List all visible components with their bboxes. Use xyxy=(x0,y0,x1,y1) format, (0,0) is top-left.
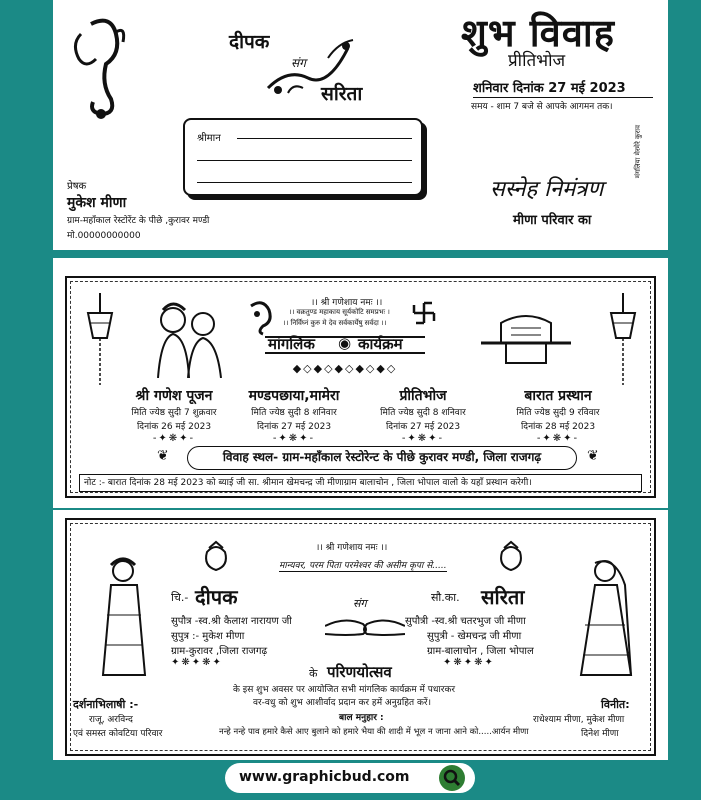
bride-prefix: सौ.का. xyxy=(431,591,460,604)
kalash-right-icon xyxy=(496,540,526,572)
ornament-row: ✦❋✦❋✦ xyxy=(443,657,495,668)
ganesh-mantra: ।। श्री गणेशाय नमः ।। xyxy=(316,543,388,553)
event-mandap xyxy=(229,386,359,444)
mangalik-panel xyxy=(53,258,668,508)
event-ornament: -✦❋✦- xyxy=(536,433,580,444)
vinit-label: विनीत: xyxy=(601,698,630,711)
bride-name: सरिता xyxy=(481,585,525,609)
sender-label: प्रेषक xyxy=(67,181,87,192)
vinit-names: दिनेश मीणा xyxy=(581,729,619,739)
event-title: श्री गणेश पूजन xyxy=(135,388,213,404)
ke-label: के xyxy=(309,667,318,680)
note-line: नोट :- बारात दिनांक 28 मई 2023 को ब्याई जी सा. श्रीमान खेमचन्द्र जी मीणाग्राम बालाचोन , जिला भोपाल वालो के यहाँ प्रस्थान करेगी। xyxy=(79,474,642,492)
groom-name-top: दीपक xyxy=(229,31,270,53)
event-date-tithi: मिति ज्येष्ठ सुदी 8 शनिवार xyxy=(251,408,337,418)
bride-figure-illustration xyxy=(575,555,637,685)
event-date: दिनांक 26 मई 2023 xyxy=(136,422,212,432)
shloka-line: ।। वक्रतुण्ड महाकाय सूर्यकोटि समप्रभः । xyxy=(289,308,390,316)
lantern-left-icon xyxy=(83,293,117,388)
invite-body-line: के इस शुभ अवसर पर आयोजित सभी मांगलिक कार्यक्रम में पधारकर xyxy=(233,685,456,695)
darshan-family: एवं समस्त कोवटिया परिवार xyxy=(73,729,163,739)
invitation-panel xyxy=(53,510,668,760)
paisley-right-icon: ❦ xyxy=(587,448,599,464)
bal-manuhar-text: नन्हे नन्हे पाव हमारे कैसे आए बुलाने को हमारे भैया की शादी में भूल न जाना आने को.....आर्यन मीणा xyxy=(219,727,529,737)
address-line xyxy=(237,138,412,139)
ganesh-small-icon xyxy=(243,298,277,336)
groom-village: ग्राम-कुरावर ,जिला राजगढ़ xyxy=(171,646,268,657)
bride-grandparent: सुपौत्री -स्व.श्री चतरभुज जी मीणा xyxy=(405,616,526,627)
darshan-label: दर्शनाभिलाषी :- xyxy=(73,698,139,711)
event-barat xyxy=(493,386,623,444)
title-shubh-vivah: शुभ विवाह xyxy=(461,11,615,55)
shloka-line: ।। निर्विघ्नं कुरु मे देव सर्वकार्येषु सर्वदा ।। xyxy=(283,319,387,327)
heading-karyakram: कार्यक्रम xyxy=(358,335,403,353)
search-icon xyxy=(439,765,465,791)
sender-mobile: मो.00000000000 xyxy=(67,231,141,241)
event-date-tithi: मिति ज्येष्ठ सुदी 9 रविवार xyxy=(516,408,600,418)
sender-name: मुकेश मीणा xyxy=(67,195,127,211)
address-prefix: श्रीमान xyxy=(197,133,221,144)
website-url[interactable]: www.graphicbud.com xyxy=(239,769,410,785)
ornament-row: ✦❋✦❋✦ xyxy=(171,657,223,668)
website-link[interactable] xyxy=(225,763,475,793)
event-date: दिनांक 28 मई 2023 xyxy=(520,422,596,432)
event-ornament: -✦❋✦- xyxy=(152,433,196,444)
kalash-left-icon xyxy=(201,540,231,572)
bal-manuhar-label: बाल मनुहार : xyxy=(339,713,384,723)
invite-label: सस्नेह निमंत्रण xyxy=(490,177,604,202)
bride-parent: सुपुत्री - खेमचन्द्र जी मीणा xyxy=(427,631,522,642)
kalash-icon: ◉ xyxy=(338,334,352,352)
event-date-tithi: मिति ज्येष्ठ सुदी 7 शुक्रवार xyxy=(131,408,217,418)
vinit-names: राधेश्याम मीणा, मुकेश मीणा xyxy=(533,715,625,725)
parinayotsav-heading: परिणयोत्सव xyxy=(327,663,392,681)
event-ornament: -✦❋✦- xyxy=(272,433,316,444)
groom-figure-illustration xyxy=(93,555,155,685)
bride-name-top: सरिता xyxy=(321,83,363,105)
venue-box: विवाह स्थल- ग्राम-महाँकाल रेस्टोरेन्ट के पीछे कुरावर मण्डी, जिला राजगढ़ xyxy=(187,446,577,470)
groom-name: दीपक xyxy=(195,585,238,609)
ornament-row: ◆◇◆◇◆◇◆◇◆◇ xyxy=(292,362,398,375)
search-button[interactable] xyxy=(439,765,465,791)
envelope-card xyxy=(53,0,668,250)
event-ganesh-pujan xyxy=(109,386,239,444)
event-ornament: -✦❋✦- xyxy=(401,433,445,444)
sang-label-top: संग xyxy=(291,56,306,70)
side-text: मंगलिया मेरमेरे कुराव xyxy=(634,125,642,179)
event-pritibhoj xyxy=(358,386,488,444)
invite-body-line: वर-वधु को शुभ आशीर्वाद प्रदान कर हमें अनुग्रहित करें। xyxy=(253,698,431,708)
time-line: समय - शाम 7 बजे से आपके आगमन तक। xyxy=(471,102,613,112)
event-title: बारात प्रस्थान xyxy=(524,388,592,404)
bride-village: ग्राम-बालाचोन , जिला भोपाल xyxy=(427,646,534,657)
event-date: दिनांक 27 मई 2023 xyxy=(385,422,461,432)
paisley-left-icon: ❦ xyxy=(157,448,169,464)
ganesh-icon xyxy=(71,14,131,124)
event-date-tithi: मिति ज्येष्ठ सुदी 8 शनिवार xyxy=(380,408,466,418)
event-date: दिनांक 27 मई 2023 xyxy=(256,422,332,432)
divider xyxy=(473,97,653,98)
groom-grandparent: सुपौत्र -स्व.श्री कैलाश नारायण जी xyxy=(171,616,292,627)
address-line xyxy=(197,160,412,161)
sang-label: संग xyxy=(353,597,367,610)
darshan-names: राजू, अरविन्द xyxy=(89,715,133,725)
title-pritibhoj: प्रीतिभोज xyxy=(508,51,566,71)
swastik-icon xyxy=(411,300,437,326)
event-title: मण्डपछाया,मामेरा xyxy=(248,388,340,404)
groom-prefix: चि.- xyxy=(171,591,189,604)
address-box xyxy=(183,118,423,196)
couple-illustration xyxy=(143,298,233,378)
heading-mangalik: मांगलिक xyxy=(268,335,315,353)
address-line xyxy=(197,182,412,183)
doli-illustration xyxy=(481,313,571,368)
event-title: प्रीतिभोज xyxy=(399,388,447,404)
lantern-right-icon xyxy=(606,293,640,388)
invite-family: मीणा परिवार का xyxy=(513,213,592,228)
blessing-line: मान्यवर, परम पिता परमेश्वर की असीम कृपा से..... xyxy=(279,558,447,572)
hands-icon xyxy=(325,606,405,646)
groom-parent: सुपुत्र :- मुकेश मीणा xyxy=(171,631,245,642)
date-line: शनिवार दिनांक 27 मई 2023 xyxy=(473,81,626,96)
sender-address: ग्राम-महाँकाल रेस्टोरेंट के पीछे ,कुरावर मण्डी xyxy=(67,216,210,226)
ganesh-mantra: ।। श्री गणेशाय नमः ।। xyxy=(311,298,383,308)
